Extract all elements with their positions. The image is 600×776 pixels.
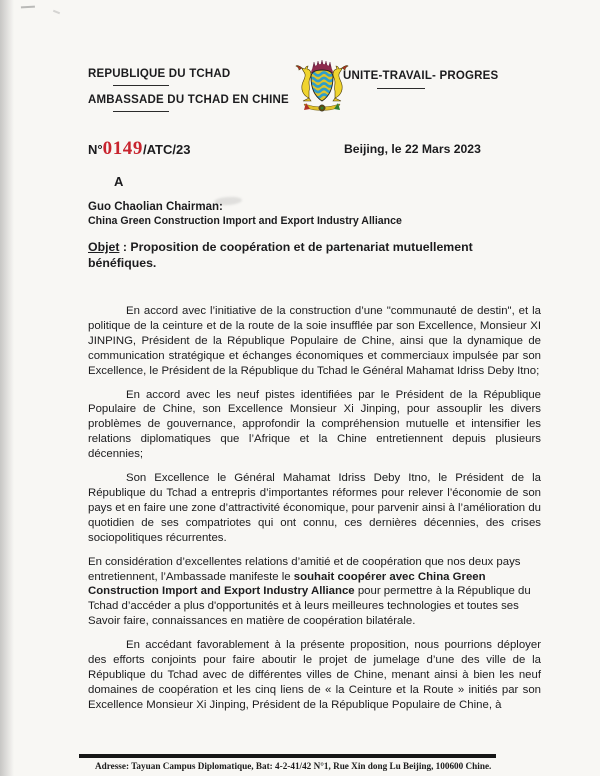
subject-label: Objet <box>88 240 120 254</box>
footer-address: Adresse: Tayuan Campus Diplomatique, Bat: 4-2-41/42 N°1, Rue Xin dong Lu Beijing, 100600 Chine. <box>95 761 492 771</box>
divider <box>113 111 169 112</box>
chad-coat-of-arms-icon <box>282 58 362 120</box>
divider <box>377 88 425 89</box>
addressee-to: A <box>114 174 124 189</box>
dateline: Beijing, le 22 Mars 2023 <box>344 142 481 156</box>
divider <box>113 85 169 86</box>
pencil-mark <box>53 10 60 14</box>
letterhead-left <box>88 68 289 120</box>
footer-divider <box>79 754 496 758</box>
paragraph-text: En accord avec l’initiative de la construction d’une "communauté de destin", et la politique de la ceinture et de la route de la soie insufflée par son Excellence, Monsieur XI JINPING, Président de la République Populaire de Chine, ainsi que la dynamique de communication stratégique et échanges économiques et commerciaux impulsée par son Excellence, le Président de la République du Tchad le Général Mahamat Idriss Deby Itno; <box>88 305 541 377</box>
paragraph <box>88 638 541 713</box>
addressee-organization: China Green Construction Import and Export Industry Alliance <box>88 215 402 227</box>
subject-line <box>88 240 530 271</box>
reference-digits: 0149 <box>102 138 143 159</box>
embassy-title: AMBASSADE DU TCHAD EN CHINE <box>88 94 289 106</box>
pencil-mark <box>21 6 35 12</box>
reference-suffix: /ATC/23 <box>143 142 191 157</box>
subject-text: : Proposition de coopération et de partenariat mutuellement bénéfiques. <box>88 240 473 270</box>
letter-body <box>88 304 541 722</box>
paragraph <box>88 304 541 379</box>
paragraph-text: En accord avec les neuf pistes identifiées par le Président de la République Populaire de Chine, son Excellence Monsieur Xi Jinping, pour assouplir les divers problèmes de gouvernance, approfondir la compréhension mutuelle et intensifier les relations diplomatiques que l’Afrique et la Chine entretiennent depuis plusieurs décennies; <box>88 388 541 461</box>
paragraph-text: pour permettre à la République du Tchad d’accéder a plus d'opportunités et à leurs meilleures technologies et toutes ses Savoir faire, connaissances en matière de coopération bilatérale. <box>88 585 531 628</box>
paragraph <box>88 471 541 546</box>
reference-prefix: N° <box>88 142 103 157</box>
letterhead-motto <box>343 70 498 89</box>
paragraph <box>88 388 541 463</box>
national-motto: UNITE-TRAVAIL- PROGRES <box>343 70 499 82</box>
paragraph-text: En considération d’excellentes relations d’amitié et de coopération que nos deux pays entretiennent, l’Ambassade manifeste le <box>88 555 521 583</box>
country-title: REPUBLIQUE DU TCHAD <box>88 68 231 80</box>
scan-shadow-left <box>0 0 14 776</box>
paragraph <box>88 555 541 630</box>
addressee-block <box>88 201 402 227</box>
paragraph-text-bold: souhait coopérer avec China Green Construction Import and Export Industry Alliance <box>88 570 486 598</box>
paragraph-text: En accédant favorablement à la présente proposition, nous pourrions déployer des efforts conjoints pour faire aboutir le projet de jumelage d’une des ville de la République du Tchad avec de différentes villes de Chine, menant ainsi à bien les neuf domaines de coopération et les cinq liens de « la Ceinture et la Route » initiés par son Excellence Monsieur Xi Jinping, Président de la République Populaire de Chine, à <box>88 639 541 711</box>
paragraph-text: Son Excellence le Général Mahamat Idriss Deby Itno, le Président de la République du Tchad a entrepris d’importantes réformes pour relever l’économie de son pays et en faire une zone d’attractivité économique, pour parvenir ainsi à l’amélioration du quotidien de ses compatriotes qui ont connu, ces dernières décennies, des crises sociopolitiques récurrentes. <box>88 472 541 544</box>
reference-number <box>88 138 190 160</box>
addressee-name: Guo Chaolian Chairman: <box>88 201 223 213</box>
